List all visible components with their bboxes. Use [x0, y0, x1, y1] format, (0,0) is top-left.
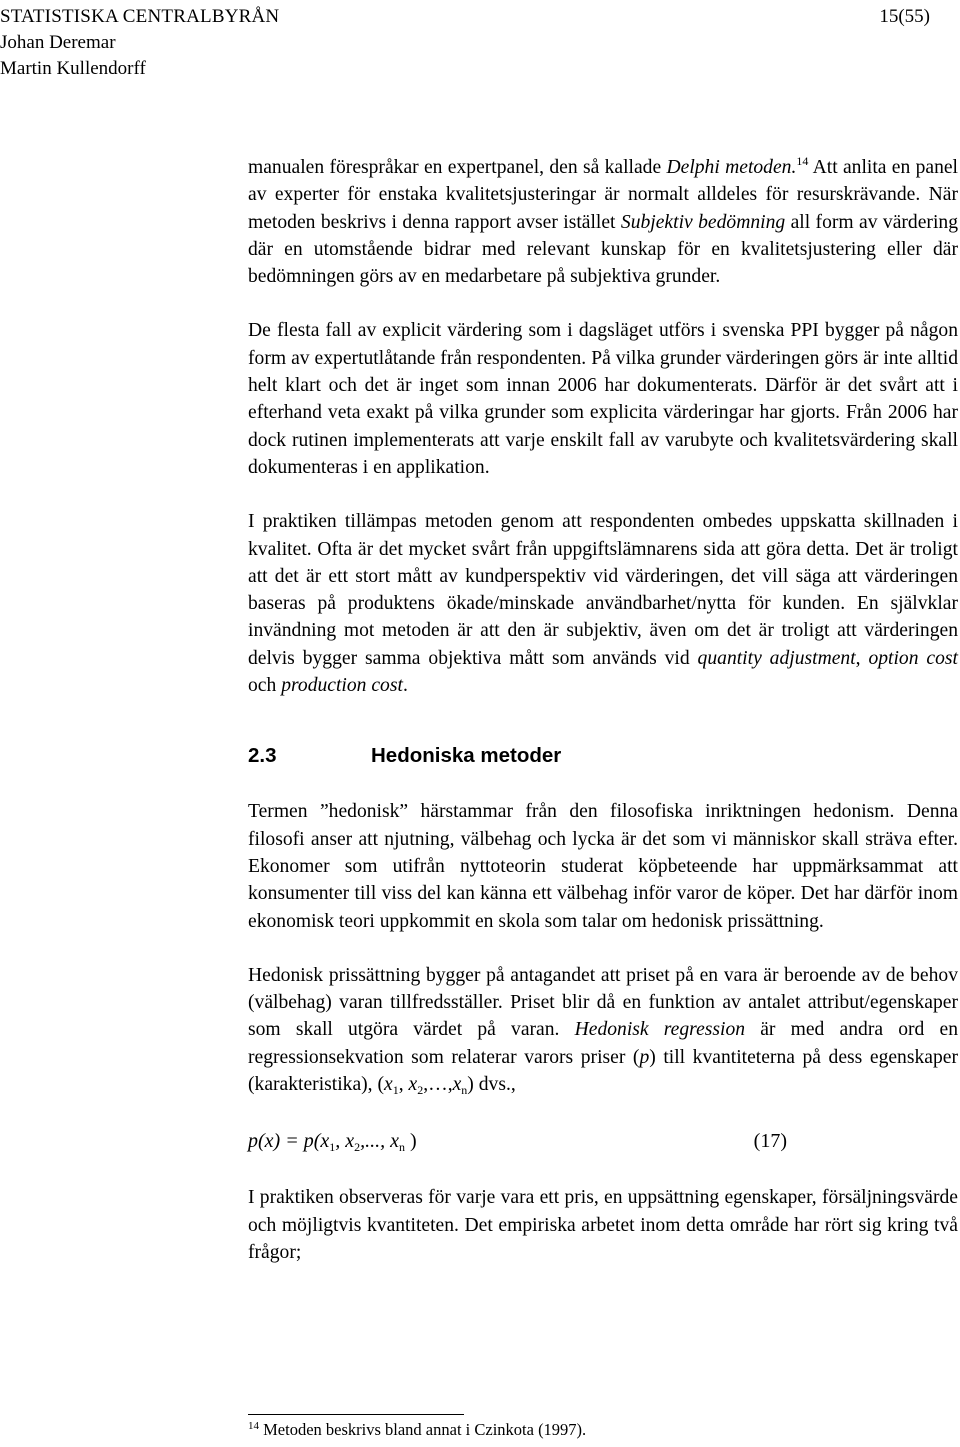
- page-number: 15(55): [879, 6, 930, 27]
- equation: [248, 1128, 787, 1155]
- section-number: 2.3: [248, 744, 277, 768]
- organization-name: STATISTISKA CENTRALBYRÅN: [0, 6, 280, 27]
- footnote-ref[interactable]: 14: [796, 154, 809, 168]
- footnote-text: Metoden beskrivs bland annat i Czinkota (1997).: [259, 1420, 587, 1439]
- section-title: Hedoniska metoder: [371, 744, 562, 768]
- paragraph: Hedonisk prissättning bygger på antagandet att priset på en vara är beroende av de behov (välbehag) varan tillfredsställer. Priset blir då en funktion av antalet attribut/egenskaper som skall utgöra värdet på varan. Hedonisk regression är med andra ord en regressionsekvation som relaterar varors priser (p) till kvantiteterna på dess egenskaper (karakteristika), ($x_1$, $x_2,\dots,x_n$) dvs.,: [248, 964, 958, 1098]
- equation-number: (17): [753, 1130, 787, 1153]
- paragraph: Termen ”hedonisk” härstammar från den filosofiska inriktningen hedonism. Denna filosofi anser att njutning, välbehag och lycka är det som vi människor skall sträva efter. Ekonomer som utifrån nyttoteorin studerat köpbeteende har uppmärksammat att konsumenter till viss del kan känna ett välbehag inför varor de köper. Det har därför inom ekonomisk teori uppkommit en skola som talar om hedonisk prissättning.: [248, 801, 958, 932]
- author-name: Martin Kullendorff: [0, 58, 146, 79]
- section-heading: [248, 743, 958, 769]
- footnote-marker: 14: [248, 1420, 259, 1432]
- paragraph: I praktiken observeras för varje vara ett pris, en uppsättning egenskaper, försäljningsvärde och möjligtvis kvantiteten. Det empiriska arbetet inom detta område har rört sig kring två frågor;: [248, 1187, 958, 1263]
- body-text: [248, 154, 958, 1266]
- footnote: [248, 1419, 586, 1441]
- footnote-divider: [248, 1414, 464, 1415]
- author-name: Johan Deremar: [0, 32, 116, 53]
- paragraph: De flesta fall av explicit värdering som i dagsläget utförs i svenska PPI bygger på någon form av expertutlåtande från respondenten. På vilka grunder värderingen görs är inte alltid helt klart och det är inget som innan 2006 har dokumenterats. Därför är det svårt att i efterhand veta exakt på vilka grunder som explicita värderingar har gjorts. Från 2006 har dock rutinen implementerats att varje enskilt fall av varubyte och kvalitetsvärdering skall dokumenteras i en applikation.: [248, 320, 958, 478]
- equation-body: $p(x) = p(x_1$, $x_2$,..., $x_n$ ): [248, 1130, 417, 1155]
- paragraph: manualen förespråkar en expertpanel, den så kallade Delphi metoden.$^{14}$ Att anlita en panel av experter för enstaka kvalitetsjusteringar är normalt alldeles för resurskrävande. När metoden beskrivs i denna rapport avser istället Subjektiv bedömning all form av värdering där en utomstående bidrar med relevant kunskap för en kvalitetsjustering eller där bedömningen görs av en medarbetare på subjektiva grunder.: [248, 154, 959, 288]
- paragraph: I praktiken tillämpas metoden genom att respondenten ombedes uppskatta skillnaden i kvalitet. Ofta är det mycket svårt från uppgiftslämnarens sida att göra detta. Det är troligt att det är ett stort mått av kundperspektiv vid värderingen, det vill säga att värderingen baseras på produktens ökade/minskade användbarhet/nytta för kunden. En självklar invändning mot metoden är att den är subjektiv, även om det är troligt att värderingen delvis bygger samma objektiva mått som används vid quantity adjustment, option cost och production cost.: [248, 511, 958, 697]
- page-header: [0, 4, 930, 82]
